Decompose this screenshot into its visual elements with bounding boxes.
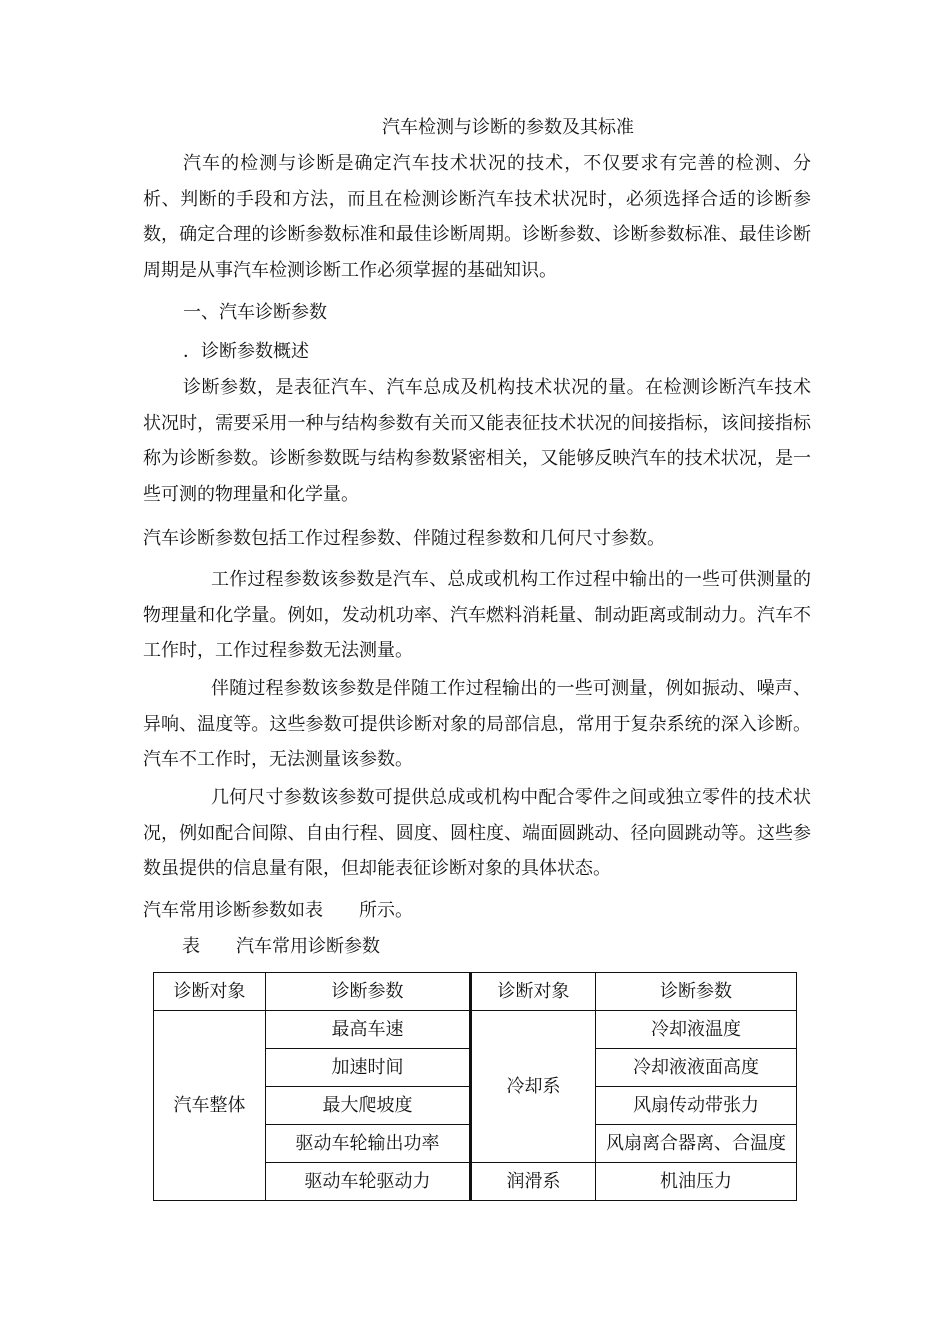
table-cell: 机油压力: [596, 1163, 797, 1201]
table-cell: 冷却液温度: [596, 1011, 797, 1049]
diagnostic-parameter-table: [153, 972, 797, 1201]
table-cell: 驱动车轮输出功率: [266, 1125, 471, 1163]
table-reference-paragraph: 汽车常用诊断参数如表 所示。: [143, 900, 413, 921]
table-cell: 风扇传动带张力: [596, 1087, 797, 1125]
table-cell: 驱动车轮驱动力: [266, 1163, 471, 1201]
table-cell: 加速时间: [266, 1049, 471, 1087]
document-title: 汽车检测与诊断的参数及其标准: [382, 117, 634, 138]
table-cell: 最大爬坡度: [266, 1087, 471, 1125]
table-header-cell: 诊断参数: [266, 973, 471, 1011]
table-caption: 表 汽车常用诊断参数: [182, 936, 380, 957]
table-header-cell: 诊断参数: [596, 973, 797, 1011]
accompany-process-paragraph: 伴随过程参数该参数是伴随工作过程输出的一些可测量，例如振动、噪声、异响、温度等。这些参数可提供诊断对象的局部信息，常用于复杂系统的深入诊断。汽车不工作时，无法测量该参数。: [143, 678, 811, 770]
table-group-cell: 润滑系: [471, 1163, 596, 1201]
section-heading: 一、汽车诊断参数: [183, 302, 327, 323]
geometry-paragraph: 几何尺寸参数该参数可提供总成或机构中配合零件之间或独立零件的技术状况，例如配合间隙、自由行程、圆度、圆柱度、端面圆跳动、径向圆跳动等。这些参数虽提供的信息量有限，但却能表征诊断对象的具体状态。: [143, 787, 811, 879]
table-header-cell: 诊断对象: [471, 973, 596, 1011]
definition-paragraph: 诊断参数，是表征汽车、汽车总成及机构技术状况的量。在检测诊断汽车技术状况时，需要采用一种与结构参数有关而又能表征技术状况的间接指标，该间接指标称为诊断参数。诊断参数既与结构参数紧密相关，又能够反映汽车的技术状况，是一些可测的物理量和化学量。: [143, 377, 811, 505]
table-group-cell: 汽车整体: [154, 1011, 266, 1201]
table-group-cell: 冷却系: [471, 1011, 596, 1163]
table-header-cell: 诊断对象: [154, 973, 266, 1011]
table-cell: 冷却液液面高度: [596, 1049, 797, 1087]
table-cell: 最高车速: [266, 1011, 471, 1049]
table-header-row: [154, 973, 797, 1011]
table-row: [154, 1011, 797, 1049]
types-paragraph: 汽车诊断参数包括工作过程参数、伴随过程参数和几何尺寸参数。: [143, 528, 665, 549]
intro-paragraph: 汽车的检测与诊断是确定汽车技术状况的技术，不仅要求有完善的检测、分析、判断的手段和方法，而且在检测诊断汽车技术状况时，必须选择合适的诊断参数，确定合理的诊断参数标准和最佳诊断周期。诊断参数、诊断参数标准、最佳诊断周期是从事汽车检测诊断工作必须掌握的基础知识。: [143, 153, 811, 281]
work-process-paragraph: 工作过程参数该参数是汽车、总成或机构工作过程中输出的一些可供测量的物理量和化学量。例如，发动机功率、汽车燃料消耗量、制动距离或制动力。汽车不工作时，工作过程参数无法测量。: [143, 569, 811, 661]
subsection-heading: ．诊断参数概述: [183, 341, 309, 362]
table-cell: 风扇离合器离、合温度: [596, 1125, 797, 1163]
